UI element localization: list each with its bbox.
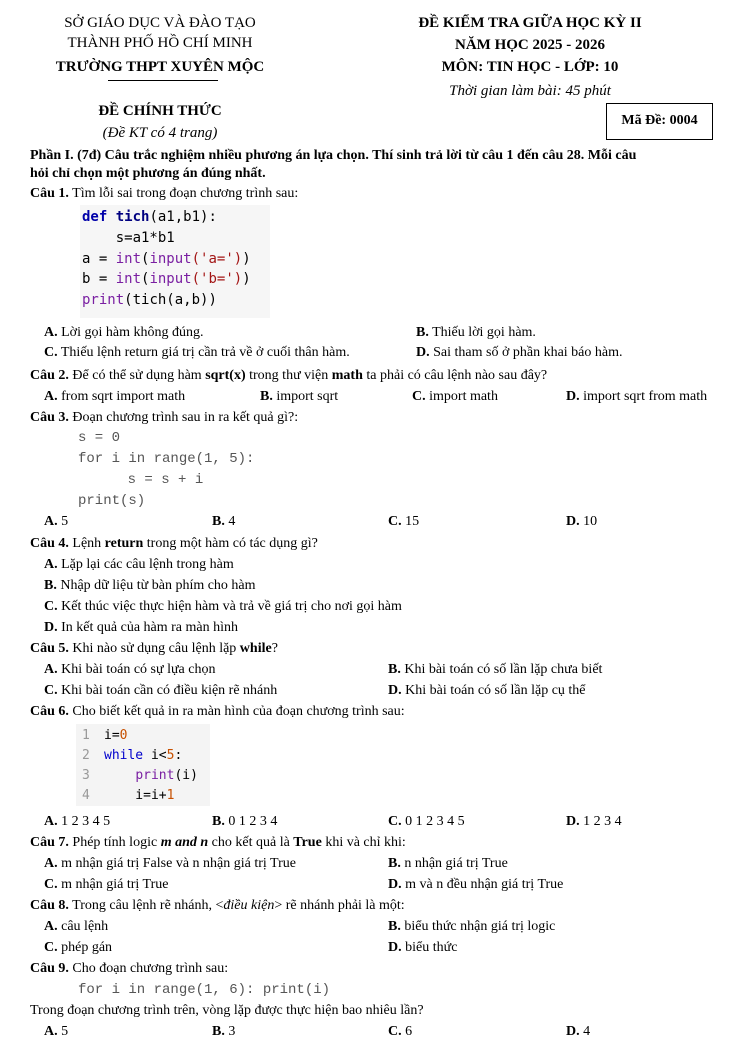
question-7-option-a[interactable]: A. m nhận giá trị False và n nhận giá trị True (44, 856, 296, 871)
question-6-code-block (76, 724, 210, 806)
question-3-code-line-4: print(s) (78, 493, 146, 509)
header-left-underline (108, 80, 218, 81)
code-line: b = int(input('b=')) (82, 271, 251, 287)
question-3-option-c[interactable]: C. 15 (388, 514, 420, 529)
header-subject: MÔN: TIN HỌC - LỚP: 10 (441, 59, 619, 75)
code-line: i=i+1 (104, 788, 175, 803)
question-1 (30, 186, 298, 203)
question-7-option-b[interactable]: B. n nhận giá trị True (388, 856, 508, 871)
header-left-line1: SỞ GIÁO DỤC VÀ ĐÀO TẠO (64, 15, 256, 31)
question-9: Câu 9. Cho đoạn chương trình sau: (30, 961, 229, 976)
part1-instruction-line2: hỏi chỉ chọn một phương án đúng nhất. (30, 166, 266, 181)
question-3-code-line-3: s = s + i (94, 472, 204, 488)
question-5-option-a[interactable]: A. Khi bài toán có sự lựa chọn (44, 662, 216, 677)
question-7-option-d[interactable]: D. m và n đều nhận giá trị True (388, 877, 564, 892)
question-4-option-b[interactable]: B. Nhập dữ liệu từ bàn phím cho hàm (44, 578, 256, 593)
question-8-option-a[interactable]: A. câu lệnh (44, 919, 109, 934)
question-3-code-line-1: s = 0 (78, 430, 121, 446)
code-line: a = int(input('a=')) (82, 251, 251, 267)
exam-code: Mã Đề: 0004 (621, 113, 698, 128)
code-line: while i<5: (104, 748, 183, 763)
question-1-code-block (80, 205, 270, 318)
question-3-option-d[interactable]: D. 10 (566, 514, 598, 529)
question-9-option-b[interactable]: B. 3 (212, 1024, 236, 1039)
question-6-option-d[interactable]: D. 1 2 3 4 (566, 814, 622, 829)
official-label: ĐỀ CHÍNH THỨC (98, 103, 222, 119)
question-2-option-b[interactable]: B. import sqrt (260, 389, 339, 404)
question-5: Câu 5. Khi nào sử dụng câu lệnh lặp while? (30, 641, 278, 656)
code-line: def tich(a1,b1): (82, 209, 217, 225)
question-1-text: Tìm lỗi sai trong đoạn chương trình sau: (72, 186, 299, 201)
question-4-option-c[interactable]: C. Kết thúc việc thực hiện hàm và trả về giá trị cho nơi gọi hàm (44, 599, 402, 614)
code-line: s=a1*b1 (82, 230, 175, 246)
question-7: Câu 7. Phép tính logic m and n cho kết quả là True khi và chỉ khi: (30, 835, 406, 850)
question-2-option-d[interactable]: D. import sqrt from math (566, 389, 708, 404)
code-line: print(i) (135, 768, 198, 783)
question-6-option-b[interactable]: B. 0 1 2 3 4 (212, 814, 278, 829)
question-1-option-c[interactable]: C. Thiếu lệnh return giá trị cần trả về ở cuối thân hàm. (44, 345, 350, 360)
page-count: (Đề KT có 4 trang) (102, 125, 218, 141)
question-2: Câu 2. Để có thể sử dụng hàm sqrt(x) trong thư viện math ta phải có câu lệnh nào sau đây? (30, 368, 548, 383)
question-2-option-c[interactable]: C. import math (412, 389, 498, 404)
question-6-option-a[interactable]: A. 1 2 3 4 5 (44, 814, 111, 829)
question-4-option-d[interactable]: D. In kết quả của hàm ra màn hình (44, 620, 239, 635)
question-5-option-c[interactable]: C. Khi bài toán cần có điều kiện rẽ nhánh (44, 683, 278, 698)
question-9-option-c[interactable]: C. 6 (388, 1024, 413, 1039)
code-line: i=0 (104, 728, 128, 743)
line-number: 2 (82, 748, 90, 763)
header-school-year: NĂM HỌC 2025 - 2026 (455, 37, 605, 53)
header-left-line2: THÀNH PHỐ HỒ CHÍ MINH (67, 35, 253, 51)
header-school-name: TRƯỜNG THPT XUYÊN MỘC (55, 59, 265, 75)
question-9-option-a[interactable]: A. 5 (44, 1024, 69, 1039)
question-1-option-b[interactable]: B. Thiếu lời gọi hàm. (416, 325, 536, 340)
question-7-option-c[interactable]: C. m nhận giá trị True (44, 877, 169, 892)
question-5-option-d[interactable]: D. Khi bài toán có số lần lặp cụ thể (388, 683, 586, 698)
question-3-code-line-2: for i in range(1, 5): (78, 451, 255, 467)
question-4: Câu 4. Lệnh return trong một hàm có tác dụng gì? (30, 536, 318, 551)
header-time: Thời gian làm bài: 45 phút (449, 83, 611, 99)
question-1-option-a[interactable]: A. Lời gọi hàm không đúng. (44, 325, 204, 340)
question-3-option-b[interactable]: B. 4 (212, 514, 236, 529)
question-4-option-a[interactable]: A. Lặp lại các câu lệnh trong hàm (44, 557, 234, 572)
question-6-option-c[interactable]: C. 0 1 2 3 4 5 (388, 814, 465, 829)
part1-instruction-line1: Phần I. (7đ) Câu trắc nghiệm nhiều phương án lựa chọn. Thí sinh trả lời từ câu 1 đến câu 28. Mỗi câu (30, 148, 637, 163)
question-6: Câu 6. Cho biết kết quả in ra màn hình của đoạn chương trình sau: (30, 704, 405, 719)
question-8-option-b[interactable]: B. biểu thức nhận giá trị logic (388, 919, 556, 934)
question-5-option-b[interactable]: B. Khi bài toán có số lần lặp chưa biết (388, 662, 603, 677)
question-9-subtext: Trong đoạn chương trình trên, vòng lặp được thực hiện bao nhiêu lần? (30, 1003, 424, 1018)
question-3: Câu 3. Đoạn chương trình sau in ra kết quả gì?: (30, 410, 299, 425)
question-9-option-d[interactable]: D. 4 (566, 1024, 591, 1039)
question-8-option-d[interactable]: D. biểu thức (388, 940, 458, 955)
question-1-option-d[interactable]: D. Sai tham số ở phần khai báo hàm. (416, 345, 623, 360)
question-1-label: Câu 1. (30, 186, 69, 201)
code-line: print(tich(a,b)) (82, 292, 217, 308)
question-3-option-a[interactable]: A. 5 (44, 514, 69, 529)
line-number: 3 (82, 768, 90, 783)
question-8-option-c[interactable]: C. phép gán (44, 940, 113, 955)
question-8: Câu 8. Trong câu lệnh rẽ nhánh, <điều kiện> rẽ nhánh phải là một: (30, 898, 405, 913)
question-2-option-a[interactable]: A. from sqrt import math (44, 389, 186, 404)
line-number: 1 (82, 728, 90, 743)
line-number: 4 (82, 788, 90, 803)
header-exam-title: ĐỀ KIỂM TRA GIỮA HỌC KỲ II (418, 15, 642, 31)
question-9-code: for i in range(1, 6): print(i) (78, 982, 331, 998)
